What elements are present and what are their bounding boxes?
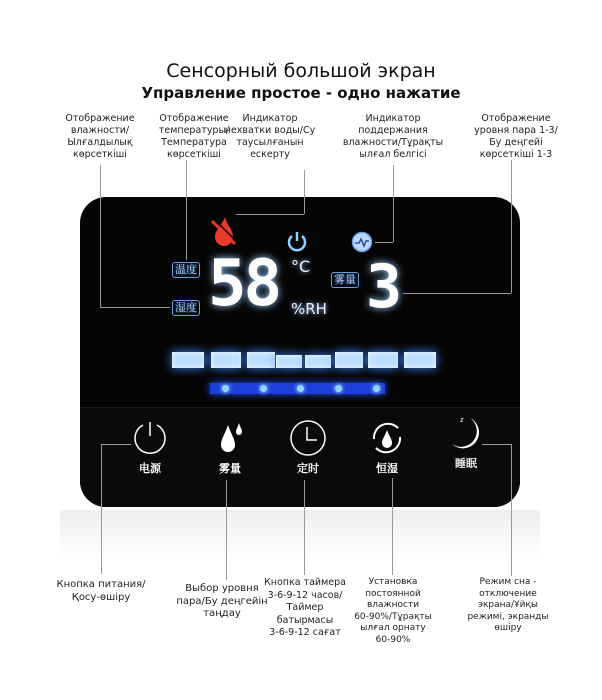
annotation-constant-humidity: Установка постоянной влажности 60-90%/Тұрақты ылғал орнату 60-90% [354, 577, 432, 645]
level-bar-segment [404, 352, 436, 368]
connector-line [100, 307, 170, 308]
connector-line [393, 165, 394, 242]
power-button[interactable] [120, 419, 180, 476]
annotation-water-shortage: Индикатор нехватки воды/Су таусылғанын ескерту [224, 113, 316, 160]
droplets-icon [211, 419, 249, 457]
rh-unit: %RH [291, 300, 327, 318]
constant-humidity-button[interactable] [357, 419, 417, 476]
annotation-mist-level: Отображение уровня пара 1-3/ Бу деңгейі көрсеткіші 1-3 [474, 113, 558, 160]
humidity-value: 58 [208, 247, 280, 321]
annotation-power-button: Кнопка питания/ Қосу-өшіру [56, 579, 146, 603]
no-water-icon [210, 215, 238, 247]
level-bar-segment [335, 352, 363, 368]
sleep-button-label: 睡眠 [455, 457, 477, 470]
indicator-dot [335, 385, 342, 392]
connector-line [375, 242, 393, 243]
annotation-mist-button: Выбор уровня пара/Бу деңгейін таңдау [176, 583, 268, 619]
control-panel [80, 197, 520, 507]
connector-line [511, 444, 512, 576]
connector-line [100, 165, 101, 307]
connector-line [304, 170, 305, 214]
power-icon [131, 419, 169, 457]
level-bar-segment [211, 352, 241, 368]
level-bar-segment [368, 352, 398, 368]
connector-line [226, 480, 227, 580]
connector-line [304, 480, 305, 575]
clock-icon [289, 419, 327, 457]
mist-button[interactable] [200, 419, 260, 476]
connector-line [101, 444, 102, 574]
connector-line [186, 160, 187, 260]
annotation-sleep-button: Режим сна - отключение экрана/Ұйқы режимі, экранды өшіру [467, 577, 549, 633]
page-subtitle: Управление простое - одно нажатие [141, 84, 461, 102]
indicator-dot [373, 385, 380, 392]
annotation-temperature-display: Отображение температуры/ Температура көрсеткіші [158, 113, 230, 160]
power-indicator-icon [285, 230, 309, 254]
annotation-humidity-hold: Индикатор поддержания влажности/Тұрақты ылғал белгісі [342, 113, 444, 160]
panel-reflection [60, 510, 540, 560]
indicator-dot [297, 385, 304, 392]
celsius-unit: °C [291, 257, 311, 276]
mist-level-value: 3 [366, 252, 403, 322]
annotation-humidity-display: Отображение влажности/ Ылғалдылық көрсеткіші [65, 113, 135, 160]
connector-line [236, 214, 304, 215]
level-bar-segment [305, 355, 331, 368]
annotation-timer-button: Кнопка таймера 3-6-9-12 часов/ Таймер батырмасы 3-6-9-12 сағат [264, 577, 346, 638]
level-bar-segment [276, 355, 302, 368]
svg-text:z: z [460, 416, 464, 424]
temperature-badge: 温度 [172, 262, 200, 278]
connector-line [511, 160, 512, 293]
moon-icon [446, 412, 486, 452]
mist-button-label: 雾量 [219, 462, 241, 475]
humidity-hold-icon [351, 231, 373, 253]
power-button-label: 电源 [139, 462, 161, 475]
indicator-dot [222, 385, 229, 392]
connector-line [482, 444, 512, 445]
page-title: Сенсорный большой экран [166, 60, 436, 82]
sleep-button[interactable] [436, 412, 496, 471]
indicator-dot [260, 385, 267, 392]
humidity-badge: 湿度 [172, 300, 200, 316]
timer-indicator-strip [210, 383, 385, 394]
timer-button[interactable] [278, 419, 338, 476]
level-bar-segment [247, 352, 275, 368]
level-bar-segment [172, 352, 204, 368]
mist-badge: 雾量 [331, 272, 359, 288]
constant-humidity-label: 恒湿 [376, 462, 398, 475]
connector-line [403, 293, 511, 294]
connector-line [392, 478, 393, 575]
timer-button-label: 定时 [297, 462, 319, 475]
connector-line [101, 444, 131, 445]
constant-humidity-icon [368, 419, 406, 457]
